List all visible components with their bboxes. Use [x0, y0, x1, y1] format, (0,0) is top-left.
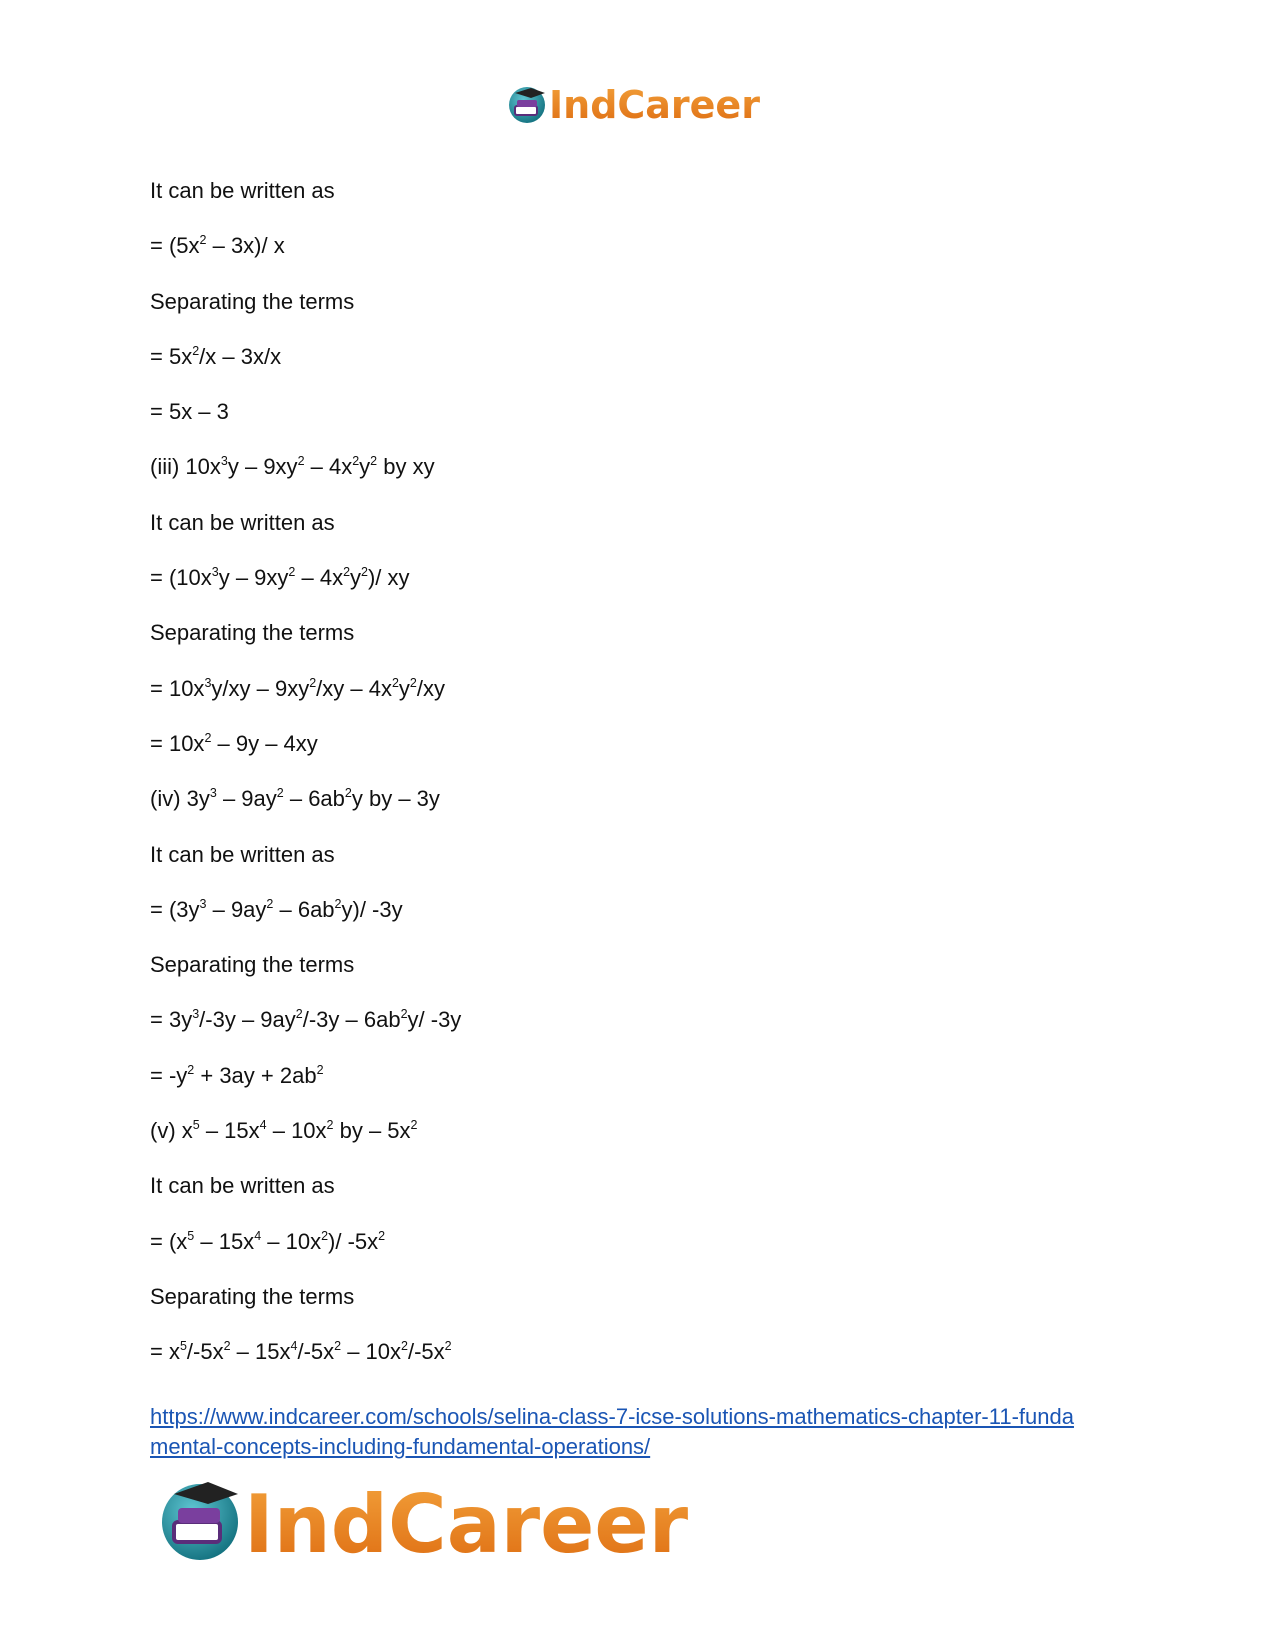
text-run: – 6ab: [283, 786, 345, 812]
text-run: – 15x: [194, 1228, 255, 1254]
text-run: It can be written as: [150, 178, 335, 203]
solution-line: [150, 176, 1130, 231]
superscript: 2: [344, 786, 352, 801]
text-run: = 5x: [150, 343, 193, 369]
superscript: 2: [187, 1062, 195, 1077]
text-run: = 5x – 3: [150, 399, 229, 425]
solution-line: [150, 895, 1130, 950]
superscript: 2: [361, 565, 368, 580]
superscript: 2: [316, 1062, 324, 1077]
superscript: 2: [295, 1007, 303, 1022]
text-run: – 10x: [341, 1339, 402, 1365]
superscript: 5: [192, 1118, 200, 1133]
superscript: 3: [211, 565, 219, 580]
text-run: by – 5x: [333, 1118, 411, 1144]
text-run: – 10x: [266, 1118, 327, 1144]
text-run: )/ xy: [367, 565, 410, 591]
superscript: 2: [204, 730, 212, 745]
superscript: 2: [334, 896, 342, 911]
superscript: 3: [199, 896, 207, 911]
text-run: /-5x: [186, 1339, 224, 1365]
solution-line: [150, 231, 1130, 286]
superscript: 2: [266, 896, 274, 911]
solution-line: [150, 452, 1130, 507]
footer-logo: [160, 1470, 700, 1570]
text-run: = (x: [150, 1228, 188, 1254]
solution-line: [150, 618, 1130, 673]
source-link-line-2[interactable]: mental-concepts-including-fundamental-operations/: [150, 1434, 651, 1459]
logo-emblem-icon: [162, 1482, 238, 1560]
superscript: 3: [192, 1007, 200, 1022]
text-run: y/xy – 9xy: [211, 675, 310, 701]
text-run: It can be written as: [150, 1173, 335, 1199]
text-run: = -y: [150, 1062, 188, 1088]
solution-line: [150, 1337, 1130, 1392]
text-run: = 10x: [150, 675, 205, 701]
text-run: Separating the terms: [150, 952, 355, 978]
logo-emblem-icon: [509, 87, 545, 123]
text-run: = (10x: [150, 565, 212, 591]
text-run: – 10x: [261, 1228, 322, 1254]
superscript: 2: [334, 1339, 342, 1354]
text-run: Separating the terms: [150, 620, 355, 646]
superscript: 4: [259, 1118, 267, 1133]
text-run: – 9ay: [206, 896, 267, 922]
text-run: – 15x: [199, 1118, 260, 1144]
source-link[interactable]: [150, 1402, 1130, 1462]
solution-line: [150, 1116, 1130, 1171]
text-run: It can be written as: [150, 841, 335, 867]
superscript: 3: [209, 786, 217, 801]
solution-line: [150, 508, 1130, 563]
text-run: /-3y – 6ab: [302, 1007, 401, 1033]
text-run: – 9y – 4xy: [211, 730, 318, 756]
text-run: – 6ab: [273, 896, 335, 922]
text-run: = x: [150, 1339, 180, 1365]
solution-line: [150, 342, 1130, 397]
solution-line: [150, 950, 1130, 1005]
superscript: 3: [220, 454, 228, 469]
superscript: 2: [378, 1228, 386, 1243]
text-run: Separating the terms: [150, 288, 355, 314]
text-run: – 3x)/ x: [206, 233, 285, 259]
superscript: 2: [370, 454, 378, 469]
text-run: /x – 3x/x: [199, 343, 282, 369]
text-run: y – 9xy: [227, 454, 298, 480]
solution-line: [150, 1227, 1130, 1282]
text-run: = 3y: [150, 1007, 193, 1033]
source-link-line-1[interactable]: https://www.indcareer.com/schools/selina-class-7-icse-solutions-mathematics-chapter-11-funda: [150, 1404, 1074, 1429]
text-run: y/ -3y: [407, 1007, 462, 1033]
text-run: = (3y: [150, 896, 200, 922]
text-run: = 10x: [150, 730, 205, 756]
text-run: = (5x: [150, 233, 200, 259]
solution-line: [150, 397, 1130, 452]
text-run: – 9ay: [216, 786, 277, 812]
superscript: 2: [410, 1118, 418, 1133]
text-run: y)/ -3y: [341, 896, 403, 922]
solution-line: [150, 1005, 1130, 1060]
text-run: (v) x: [150, 1118, 193, 1144]
text-run: y – 9xy: [218, 565, 289, 591]
superscript: 2: [321, 1228, 329, 1243]
superscript: 2: [352, 454, 360, 469]
text-run: )/ -5x: [328, 1228, 379, 1254]
solution-line: [150, 784, 1130, 839]
footer-logo-text: IndCareer: [244, 1478, 689, 1570]
text-run: – 4x: [304, 454, 353, 480]
text-run: y: [359, 454, 371, 480]
superscript: 2: [401, 1339, 408, 1354]
text-run: It can be written as: [150, 509, 335, 535]
superscript: 2: [199, 233, 207, 248]
header-logo: [505, 80, 775, 128]
text-run: by xy: [377, 454, 435, 480]
superscript: 2: [409, 675, 417, 690]
solution-line: [150, 674, 1130, 729]
solution-line: [150, 840, 1130, 895]
solution-line: [150, 1061, 1130, 1116]
superscript: 2: [326, 1118, 334, 1133]
solution-line: [150, 563, 1130, 618]
solution-steps: [150, 176, 1130, 1393]
superscript: 2: [400, 1007, 408, 1022]
text-run: /-5x: [407, 1339, 445, 1365]
text-run: y: [398, 675, 410, 701]
text-run: /xy – 4x: [316, 675, 392, 701]
solution-line: [150, 729, 1130, 784]
superscript: 5: [179, 1339, 187, 1354]
superscript: 2: [192, 343, 200, 358]
text-run: y by – 3y: [351, 786, 440, 812]
superscript: 5: [187, 1228, 195, 1243]
superscript: 2: [343, 565, 351, 580]
superscript: 2: [223, 1339, 231, 1354]
text-run: /xy: [416, 675, 445, 701]
solution-line: [150, 1282, 1130, 1337]
text-run: (iii) 10x: [150, 454, 221, 480]
superscript: 4: [290, 1339, 298, 1354]
superscript: 4: [254, 1228, 262, 1243]
text-run: – 4x: [295, 565, 344, 591]
text-run: /-3y – 9ay: [199, 1007, 296, 1033]
text-run: + 3ay + 2ab: [194, 1062, 317, 1088]
header-logo-text: IndCareer: [549, 83, 760, 127]
superscript: 2: [288, 565, 296, 580]
text-run: (iv) 3y: [150, 786, 210, 812]
solution-line: [150, 1171, 1130, 1226]
superscript: 3: [204, 675, 212, 690]
superscript: 2: [391, 675, 399, 690]
superscript: 2: [276, 786, 284, 801]
text-run: – 15x: [230, 1339, 291, 1365]
superscript: 2: [444, 1339, 452, 1354]
text-run: /-5x: [297, 1339, 335, 1365]
solution-line: [150, 287, 1130, 342]
text-run: y: [350, 565, 362, 591]
superscript: 2: [309, 675, 317, 690]
text-run: Separating the terms: [150, 1283, 355, 1309]
superscript: 2: [297, 454, 305, 469]
